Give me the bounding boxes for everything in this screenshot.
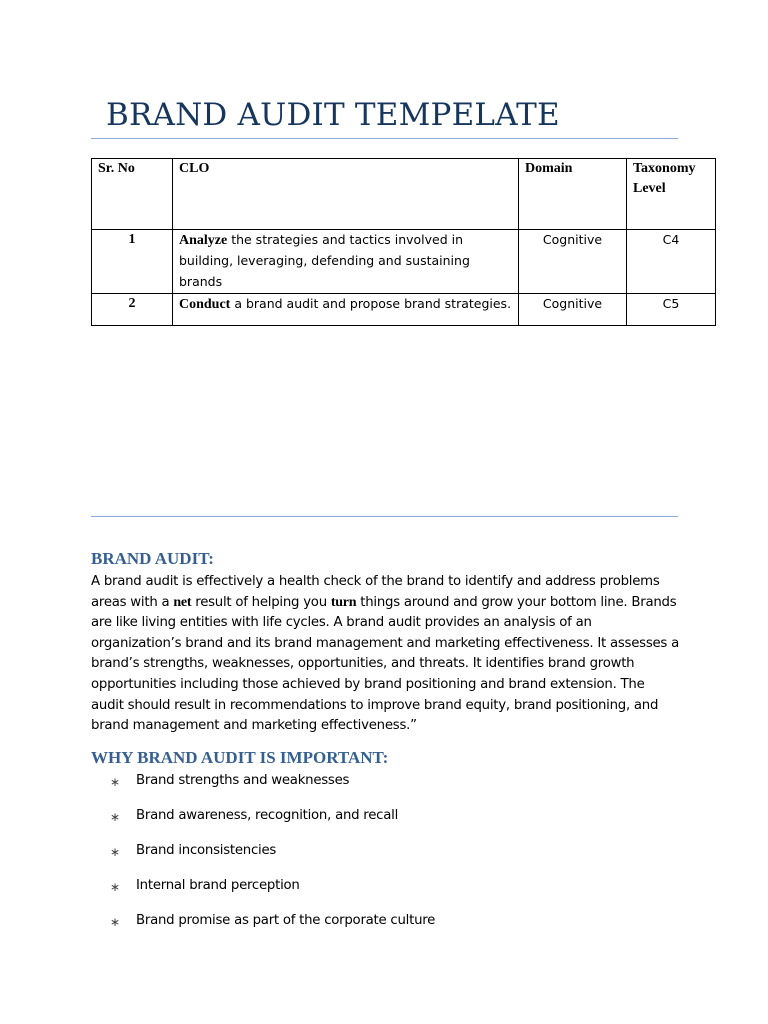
asterisk-bullet-icon: ∗ bbox=[110, 845, 120, 859]
list-item bbox=[110, 771, 435, 806]
table-row bbox=[92, 230, 716, 294]
row-taxonomy: C5 bbox=[627, 294, 716, 326]
clo-verb: Conduct bbox=[179, 297, 231, 312]
bold-net: net bbox=[173, 594, 192, 610]
header-sr-no: Sr. No bbox=[92, 159, 173, 230]
clo-table bbox=[91, 158, 716, 326]
asterisk-bullet-icon: ∗ bbox=[110, 880, 120, 894]
table-row bbox=[92, 294, 716, 326]
importance-list bbox=[110, 771, 435, 946]
list-item bbox=[110, 841, 435, 876]
section-divider bbox=[91, 516, 678, 517]
row-clo bbox=[173, 294, 519, 326]
list-item bbox=[110, 806, 435, 841]
list-item-text: Internal brand perception bbox=[136, 878, 300, 893]
row-clo bbox=[173, 230, 519, 294]
clo-description: the strategies and tactics involved in building, leveraging, defending and sustaining brands bbox=[179, 232, 470, 289]
list-item-text: Brand promise as part of the corporate culture bbox=[136, 913, 436, 928]
row-domain: Cognitive bbox=[519, 230, 627, 294]
paragraph-text: A brand audit is effectively a health check of the brand to identify and address problems areas with a bbox=[91, 574, 660, 610]
row-domain: Cognitive bbox=[519, 294, 627, 326]
row-sr-no: 2 bbox=[92, 294, 173, 326]
list-item-text: Brand awareness, recognition, and recall bbox=[136, 808, 399, 823]
list-item-text: Brand inconsistencies bbox=[136, 843, 277, 858]
bold-turn: turn bbox=[330, 594, 357, 610]
paragraph-text: result of helping you bbox=[191, 594, 331, 610]
header-clo: CLO bbox=[173, 159, 519, 230]
list-item-text: Brand strengths and weaknesses bbox=[136, 773, 350, 788]
clo-description: a brand audit and propose brand strategies. bbox=[230, 296, 512, 311]
list-item bbox=[110, 911, 435, 946]
document-title: BRAND AUDIT TEMPELATE bbox=[106, 97, 560, 133]
asterisk-bullet-icon: ∗ bbox=[110, 915, 120, 929]
asterisk-bullet-icon: ∗ bbox=[110, 775, 120, 789]
brand-audit-paragraph bbox=[91, 572, 681, 737]
row-sr-no: 1 bbox=[92, 230, 173, 294]
paragraph-text: things around and grow your bottom line. Brands are like living entities with life cycles. A brand audit provides an analysis of an organization’s brand and its brand management and marketing effectiveness. It assesses a brand’s strengths, weaknesses, opportunities, and threats. It identifies brand growth opportunities including those achieved by brand positioning and brand extension. The audit should result in recommendations to improve brand equity, brand positioning, and brand management and marketing effectiveness.” bbox=[91, 594, 679, 734]
header-domain: Domain bbox=[519, 159, 627, 230]
row-taxonomy: C4 bbox=[627, 230, 716, 294]
why-important-heading: WHY BRAND AUDIT IS IMPORTANT: bbox=[91, 748, 389, 767]
list-item bbox=[110, 876, 435, 911]
asterisk-bullet-icon: ∗ bbox=[110, 810, 120, 824]
brand-audit-heading: BRAND AUDIT: bbox=[91, 549, 214, 568]
clo-verb: Analyze bbox=[179, 233, 228, 248]
title-underline bbox=[91, 138, 678, 139]
table-header-row bbox=[92, 159, 716, 230]
header-taxonomy-level: Taxonomy Level bbox=[627, 159, 716, 230]
